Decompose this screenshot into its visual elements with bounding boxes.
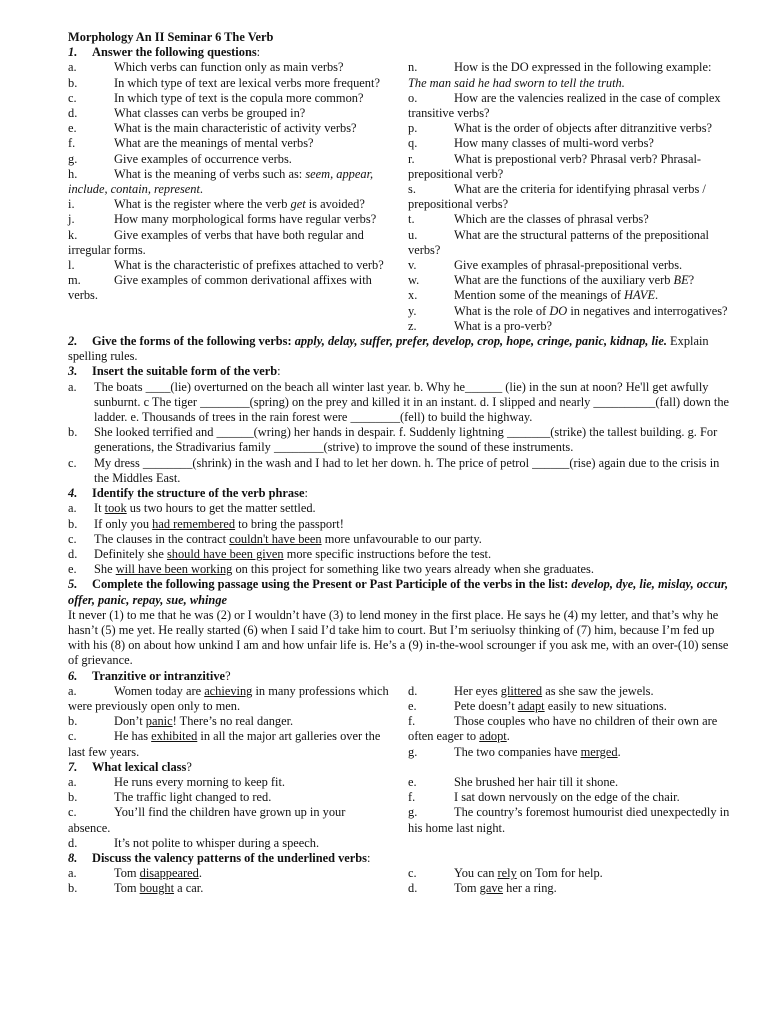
underlined-verb: panic [145,714,173,729]
item-text: The two companies have [454,744,581,759]
section-number: 2. [68,334,78,349]
exercise-item [68,517,730,532]
item-text-after: more unfavourable to our party. [321,531,482,546]
items-left-column [68,775,390,851]
item-text-after: is avoided? [305,197,365,212]
item-text: He has [114,729,152,744]
item-label: f. [408,790,416,805]
item-label: z. [408,318,417,333]
question-item [408,273,730,288]
item-text: How are the valencies realized in the case of complex transitive verbs? [408,90,721,121]
item-label: c. [68,805,77,820]
question-item [408,790,730,805]
item-label: s. [408,182,416,197]
items-left-column [68,866,390,896]
verb-list: develop, dye, lie, mislay, occur, offer, panic, repay, sue, whinge [68,577,729,607]
item-text-after: us two hours to get the matter settled. [126,501,316,516]
section-1-questions [68,60,730,334]
item-text: What is the order of objects after ditranzitive verbs? [454,121,713,136]
item-text: She brushed her hair till it shone. [454,774,619,789]
item-label: e. [68,562,77,577]
question-item [408,775,730,790]
item-text: The boats ____(lie) overturned on the beach all winter last year. b. Why he______ (lie) in the sun at noon? He'll get awfully sunburnt. c The tiger ________(spring) on the prey and killed it in an instant. d. I slipped and nearly __________(fall) down the ladder. e. Thousands of trees in the rain forest were ________(fell) to build the highway. [94,379,730,425]
underlined-verb: merged [580,744,618,759]
exercise-item [408,684,730,699]
item-text: What is prepostional verb? Phrasal verb? Phrasal-prepositional verb? [408,151,702,181]
question-item [68,836,390,851]
heading-punct: : [277,364,281,379]
item-text-after: . [617,744,621,759]
item-label: c. [68,729,77,744]
exercise-item [68,729,390,759]
section-number: 5. [68,577,78,592]
item-text: What is the main characteristic of activity verbs? [114,121,357,136]
item-label: i. [68,197,75,212]
item-text-after: . [506,729,510,744]
section-3-items [68,380,730,486]
item-text: What is the characteristic of prefixes attached to verb? [114,258,384,273]
exercise-item [68,684,390,714]
question-item [408,228,730,258]
exercise-item [68,714,390,729]
question-item [68,258,390,273]
underlined-verb: gave [479,881,504,896]
section-number: 1. [68,45,78,60]
questions-right-column [408,60,730,334]
item-label: c. [68,455,77,470]
question-item [68,121,390,136]
item-text: How is the DO expressed in the following example: [454,60,712,75]
item-label: x. [408,288,418,303]
item-text: What are the criteria for identifying phrasal verbs / prepositional verbs? [408,182,706,212]
item-text-after: . [655,288,659,303]
item-label: a. [68,866,77,881]
item-label: d. [68,835,78,850]
question-item [408,182,730,212]
item-label: c. [68,531,77,546]
item-text: It [94,501,105,516]
underlined-verb: rely [497,866,517,881]
question-item [68,136,390,151]
item-text-after: ! There’s no real danger. [172,714,294,729]
item-text: Give examples of verbs that have both regular and irregular forms. [68,227,364,257]
item-italic-text: get [290,197,306,212]
question-item [408,288,730,303]
item-text: In which type of text is the copula more common? [114,90,364,105]
item-text-after: in many professions which were previously open only to men. [68,683,389,713]
item-label: e. [408,698,417,713]
item-label: w. [408,273,420,288]
item-label: b. [68,881,78,896]
question-item [68,91,390,106]
item-label: f. [68,136,76,151]
item-text: Pete doesn’t [454,698,518,713]
item-text-after: in all the major art galleries over the last few years. [68,729,381,759]
item-text: The clauses in the contract [94,531,230,546]
section-heading-text: Discuss the valency patterns of the underlined verbs [92,850,368,865]
heading-punct: : [367,850,371,865]
item-text: Give examples of occurrence verbs. [114,151,292,166]
item-label: b. [68,714,78,729]
document-title: Morphology An II Seminar 6 The Verb [68,30,274,44]
document-page [68,30,730,897]
item-label: c. [408,866,417,881]
item-label: b. [68,516,78,531]
item-label: a. [68,774,77,789]
item-text-after: . [198,866,202,881]
item-label: g. [408,805,418,820]
item-label: b. [68,790,78,805]
heading-punct: : [287,334,295,349]
item-label: o. [408,90,418,105]
heading-punct: : [304,486,308,501]
item-label: e. [408,774,417,789]
question-item [408,121,730,136]
item-text: Tom [454,881,480,896]
section-heading-text: Insert the suitable form of the verb [92,364,278,379]
items-right-column [408,775,730,851]
item-text: Women today are [114,683,205,698]
item-text: She [94,562,116,577]
items-right-column [408,866,730,896]
item-label: d. [68,106,78,121]
item-text: What is the role of [454,303,550,318]
item-text: What are the meanings of mental verbs? [114,136,314,151]
question-item [68,212,390,227]
item-text-after: a car. [174,881,204,896]
item-text: What classes can verbs be grouped in? [114,106,306,121]
section-3-heading [68,364,730,379]
section-6-heading [68,669,730,684]
section-1-heading [68,45,730,60]
underlined-verb: adapt [517,698,545,713]
section-4-heading [68,486,730,501]
section-5-passage: It never (1) to me that he was (2) or I wouldn’t have (3) to lend money in the first place. He says he (4) my letter, and that’s why he hasn’t (5) me yet. He really started (6) when I said I’d take him to court. But I’m seriuolsy thinking of (7) him, because I’m fed up with his (8) on about how unkind I am and how unfair life is. He’s a (9) in-the-wool scrounger if you ask me, with an over-(10) sense of grievance. [68,607,729,668]
question-item [408,805,730,835]
question-item [408,304,730,319]
item-label: j. [68,212,75,227]
section-number: 4. [68,486,78,501]
verb-list: apply, delay, suffer, prefer, develop, crop, hope, cringe, panic, kidnap, lie. [294,334,667,349]
underlined-verb: should have been given [166,546,284,561]
underlined-verb: had remembered [152,516,236,531]
underlined-verb: took [104,501,127,516]
item-text: Give examples of phrasal-prepositional verbs. [454,258,683,273]
item-label: b. [68,75,78,90]
item-italic-text: The man said he had sworn to tell the truth. [408,75,625,90]
section-number: 6. [68,668,78,683]
item-label: h. [68,166,78,181]
section-heading-text: What lexical class [92,759,187,774]
exercise-item [68,532,730,547]
item-text: The traffic light changed to red. [114,790,272,805]
item-text: Tom [114,881,140,896]
question-item [408,152,730,182]
item-text: Those couples who have no children of their own are often eager to [408,714,718,744]
item-label: r. [408,151,415,166]
heading-punct: ? [225,668,231,683]
item-label: f. [408,714,416,729]
item-label: p. [408,121,418,136]
exercise-item [68,456,730,486]
item-label: d. [408,881,418,896]
item-text: What are the functions of the auxiliary verb [454,273,674,288]
item-label: t. [408,212,415,227]
underlined-verb: bought [139,881,175,896]
item-text: Mention some of the meanings of [454,288,624,303]
underlined-verb: glittered [500,683,543,698]
section-4-items [68,501,730,577]
exercise-item [408,745,730,760]
question-item [68,106,390,121]
item-label: l. [68,258,75,273]
exercise-item [408,714,730,744]
item-italic-text: BE [673,273,689,288]
item-text: He runs every morning to keep fit. [114,774,286,789]
underlined-verb: exhibited [151,729,198,744]
exercise-item [68,881,390,896]
question-item [68,775,390,790]
item-label: u. [408,227,418,242]
item-text: What are the structural patterns of the prepositional verbs? [408,227,709,257]
item-label: d. [68,546,78,561]
question-item [68,805,390,835]
item-text: Which verbs can function only as main verbs? [114,60,344,75]
item-text: What is the register where the verb [114,197,291,212]
exercise-item [68,547,730,562]
item-label: c. [68,90,77,105]
question-item [408,258,730,273]
question-item [408,319,730,334]
question-item [68,228,390,258]
item-text: You’ll find the children have grown up in your absence. [68,805,346,835]
items-left-column [68,684,390,760]
question-item [68,197,390,212]
exercise-item [68,425,730,455]
section-7-heading [68,760,730,775]
question-item [408,91,730,121]
item-text: You can [454,866,498,881]
item-text: I sat down nervously on the edge of the chair. [454,790,680,805]
item-text: Give examples of common derivational affixes with verbs. [68,273,372,303]
exercise-item [408,881,730,896]
item-text: It’s not polite to whisper during a speech. [114,835,320,850]
item-label: e. [68,121,77,136]
question-item [408,136,730,151]
underlined-verb: achieving [204,683,253,698]
item-text-after: . [199,182,204,197]
item-label: n. [408,60,418,75]
underlined-verb: will have been working [115,562,233,577]
item-text: How many classes of multi-word verbs? [454,136,654,151]
questions-left-column [68,60,390,334]
section-number: 7. [68,759,78,774]
item-label: a. [68,501,77,516]
question-item [68,152,390,167]
exercise-item [68,501,730,516]
item-italic-text: DO [549,303,568,318]
section-heading-text: Complete the following passage using the Present or Past Participle of the verbs in the list [92,577,565,592]
underlined-verb: couldn't have been [229,531,322,546]
item-text-after: easily to new situations. [544,698,667,713]
item-text: What is the meaning of verbs such as: [114,166,306,181]
section-number: 3. [68,364,78,379]
heading-punct: : [256,45,261,60]
item-label: q. [408,136,418,151]
item-italic-text: seem, appear, include, contain, represent [68,166,374,197]
question-item [408,212,730,227]
section-2 [68,334,730,364]
item-label: a. [68,60,77,75]
item-text-after: in negatives and interrogatives? [567,303,728,318]
items-right-column [408,684,730,760]
item-text-after: on Tom for help. [516,866,603,881]
item-text-after: on this project for something like two years already when she graduates. [232,562,594,577]
item-label: d. [408,683,418,698]
item-text: The country’s foremost humourist died unexpectedly in his home last night. [408,805,730,835]
item-label: g. [408,744,418,759]
item-italic-text: HAVE [624,288,656,303]
item-label: a. [68,379,77,394]
item-label: k. [68,227,78,242]
question-item [408,60,730,90]
question-item [68,167,390,197]
item-label: a. [68,683,77,698]
exercise-item [408,866,730,881]
item-label: m. [68,273,81,288]
underlined-verb: adopt [479,729,507,744]
heading-punct: : [564,577,572,592]
item-text: Which are the classes of phrasal verbs? [454,212,649,227]
section-number: 8. [68,850,78,865]
question-item [68,273,390,303]
underlined-verb: disappeared [139,866,199,881]
item-text-after: her a ring. [503,881,557,896]
question-item [68,790,390,805]
heading-punct: ? [186,759,192,774]
section-8-items [68,866,730,896]
item-text: If only you [94,516,153,531]
section-6-items [68,684,730,760]
section-2-tail: Explain spelling rules. [68,334,709,364]
item-text: How many morphological forms have regular verbs? [114,212,377,227]
item-text: She looked terrified and ______(wring) her hands in despair. f. Suddenly lightning _______(strike) the tallest building. g. For generations, the Stradivarius family ________(strive) to improve the sound of these instruments. [94,425,718,455]
section-5-heading [68,577,730,607]
item-text: Tom [114,866,140,881]
item-text-after: more specific instructions before the test. [283,546,492,561]
item-text: Her eyes [454,683,501,698]
item-text-after: ? [688,273,695,288]
item-label: b. [68,425,78,440]
item-text: In which type of text are lexical verbs more frequent? [114,75,380,90]
exercise-item [68,380,730,426]
exercise-item [408,699,730,714]
exercise-item [68,866,390,881]
item-label: y. [408,303,417,318]
item-text: Definitely she [94,546,167,561]
item-text: What is a pro-verb? [454,318,553,333]
item-text: My dress ________(shrink) in the wash and I had to let her down. h. The price of petrol ______(rise) again due to the crisis in the Middles East. [94,455,720,485]
item-text-after: to bring the passport! [235,516,344,531]
item-text: Don’t [114,714,146,729]
exercise-item [68,562,730,577]
item-label: v. [408,258,417,273]
section-8-heading [68,851,730,866]
question-item [68,76,390,91]
section-heading-text: Tranzitive or intranzitive [92,668,226,683]
section-7-items [68,775,730,851]
question-item [68,60,390,75]
item-text-after: as she saw the jewels. [542,683,654,698]
section-heading-text: Identify the structure of the verb phrase [92,486,305,501]
section-heading-text: Answer the following questions [92,45,257,60]
item-label: g. [68,151,78,166]
section-heading-text: Give the forms of the following verbs [92,334,288,349]
